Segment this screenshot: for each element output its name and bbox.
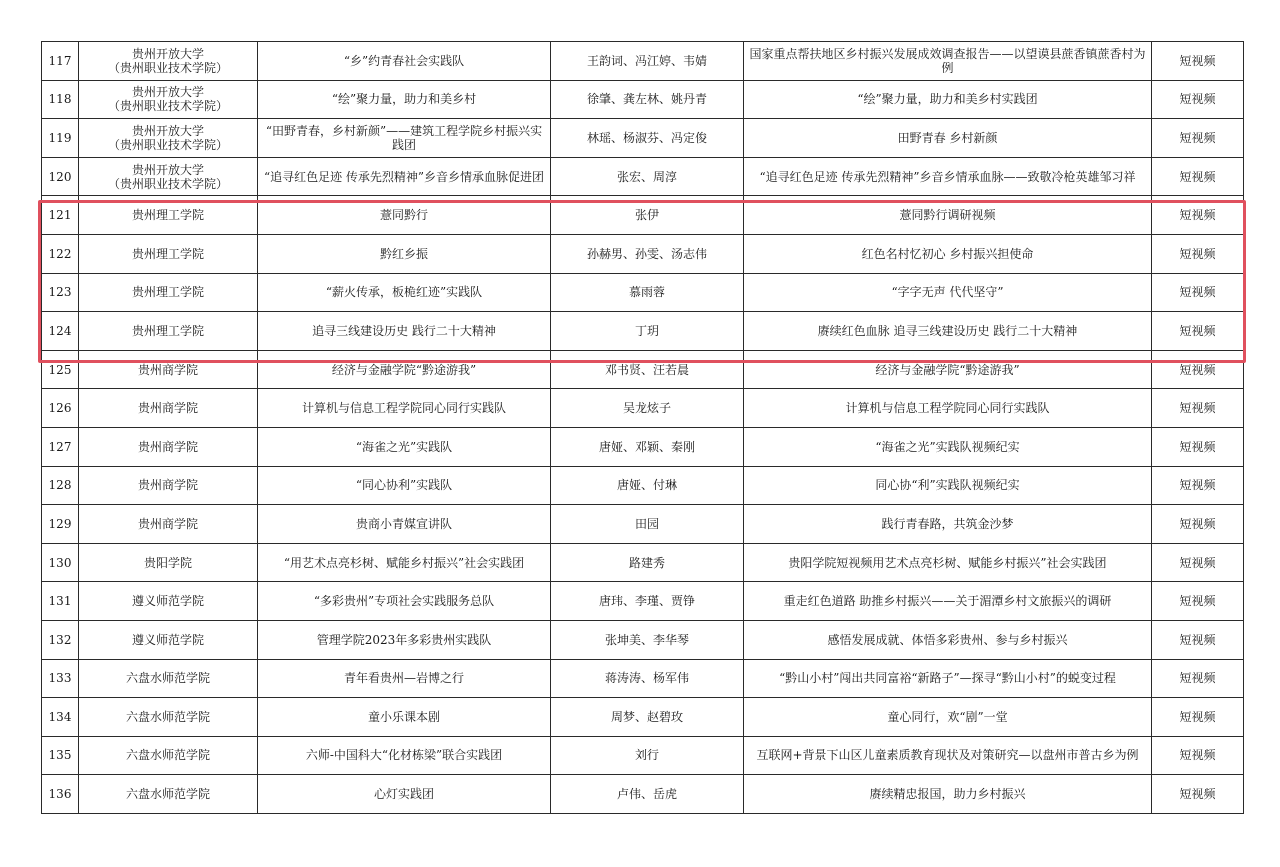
team-cell: 六师-中国科大“化材栋梁”联合实践团 (258, 736, 551, 775)
members-cell: 吴龙炫子 (551, 389, 744, 428)
members-cell: 田园 (551, 505, 744, 544)
table-row (42, 80, 1244, 119)
school-cell: 贵州开放大学 （贵州职业技术学院） (79, 80, 258, 119)
members-cell: 邓书贤、汪若晨 (551, 350, 744, 389)
table-row (42, 582, 1244, 621)
work-title-cell: 田野青春 乡村新颜 (744, 119, 1152, 158)
table-row (42, 234, 1244, 273)
school-cell: 贵州商学院 (79, 427, 258, 466)
type-cell: 短视频 (1152, 157, 1244, 196)
work-title-cell: 童心同行，欢“剧”一堂 (744, 698, 1152, 737)
team-cell: “用艺术点亮杉树、赋能乡村振兴”社会实践团 (258, 543, 551, 582)
type-cell: 短视频 (1152, 234, 1244, 273)
team-cell: 管理学院2023年多彩贵州实践队 (258, 620, 551, 659)
school-cell: 六盘水师范学院 (79, 775, 258, 814)
work-title-cell: 经济与金融学院“黔途游我” (744, 350, 1152, 389)
school-cell: 贵州商学院 (79, 505, 258, 544)
work-title-cell: 践行青春路，共筑金沙梦 (744, 505, 1152, 544)
work-title-cell: 贵阳学院短视频用艺术点亮杉树、赋能乡村振兴”社会实践团 (744, 543, 1152, 582)
table-row (42, 736, 1244, 775)
work-title-cell: “黔山小村”闯出共同富裕“新路子”—探寻“黔山小村”的蜕变过程 (744, 659, 1152, 698)
team-cell: 计算机与信息工程学院同心同行实践队 (258, 389, 551, 428)
school-cell: 贵州理工学院 (79, 196, 258, 235)
team-cell: 心灯实践团 (258, 775, 551, 814)
type-cell: 短视频 (1152, 543, 1244, 582)
team-cell: 追寻三线建设历史 践行二十大精神 (258, 312, 551, 351)
row-number: 121 (42, 196, 79, 235)
members-cell: 张坤美、李华琴 (551, 620, 744, 659)
team-cell: 青年看贵州—岩博之行 (258, 659, 551, 698)
row-number: 131 (42, 582, 79, 621)
school-cell: 贵州商学院 (79, 466, 258, 505)
table-row (42, 466, 1244, 505)
table-row (42, 543, 1244, 582)
work-title-cell: 薏同黔行调研视频 (744, 196, 1152, 235)
team-cell: 经济与金融学院“黔途游我” (258, 350, 551, 389)
members-cell: 张伊 (551, 196, 744, 235)
type-cell: 短视频 (1152, 736, 1244, 775)
type-cell: 短视频 (1152, 389, 1244, 428)
team-cell: 黔红乡振 (258, 234, 551, 273)
school-cell: 贵州理工学院 (79, 234, 258, 273)
table-row (42, 157, 1244, 196)
team-cell: “海雀之光”实践队 (258, 427, 551, 466)
row-number: 128 (42, 466, 79, 505)
work-title-cell: 互联网+背景下山区儿童素质教育现状及对策研究—以盘州市普古乡为例 (744, 736, 1152, 775)
school-cell: 贵州开放大学 （贵州职业技术学院） (79, 42, 258, 81)
school-cell: 贵阳学院 (79, 543, 258, 582)
row-number: 122 (42, 234, 79, 273)
row-number: 129 (42, 505, 79, 544)
row-number: 120 (42, 157, 79, 196)
type-cell: 短视频 (1152, 427, 1244, 466)
members-cell: 唐娅、邓颖、秦刚 (551, 427, 744, 466)
school-cell: 贵州理工学院 (79, 312, 258, 351)
members-cell: 卢伟、岳虎 (551, 775, 744, 814)
table-body (42, 42, 1244, 814)
members-cell: 徐肇、龚左林、姚丹青 (551, 80, 744, 119)
row-number: 123 (42, 273, 79, 312)
row-number: 119 (42, 119, 79, 158)
type-cell: 短视频 (1152, 582, 1244, 621)
members-cell: 林瑶、杨淑芬、冯定俊 (551, 119, 744, 158)
work-title-cell: “字字无声 代代坚守” (744, 273, 1152, 312)
row-number: 124 (42, 312, 79, 351)
type-cell: 短视频 (1152, 505, 1244, 544)
table-row (42, 196, 1244, 235)
team-cell: 薏同黔行 (258, 196, 551, 235)
team-cell: 童小乐课本剧 (258, 698, 551, 737)
table-row (42, 389, 1244, 428)
type-cell: 短视频 (1152, 273, 1244, 312)
school-cell: 贵州开放大学 （贵州职业技术学院） (79, 157, 258, 196)
members-cell: 路建秀 (551, 543, 744, 582)
table-row (42, 698, 1244, 737)
members-cell: 唐娅、付琳 (551, 466, 744, 505)
work-title-cell: 国家重点帮扶地区乡村振兴发展成效调查报告——以望谟县蔗香镇蔗香村为例 (744, 42, 1152, 81)
members-cell: 蒋涛涛、杨军伟 (551, 659, 744, 698)
table-row (42, 620, 1244, 659)
row-number: 135 (42, 736, 79, 775)
table-row (42, 427, 1244, 466)
school-cell: 贵州商学院 (79, 389, 258, 428)
members-cell: 周梦、赵碧玫 (551, 698, 744, 737)
team-cell: “多彩贵州”专项社会实践服务总队 (258, 582, 551, 621)
school-cell: 六盘水师范学院 (79, 698, 258, 737)
row-number: 132 (42, 620, 79, 659)
members-cell: 丁玥 (551, 312, 744, 351)
type-cell: 短视频 (1152, 775, 1244, 814)
work-title-cell: 感悟发展成就、体悟多彩贵州、参与乡村振兴 (744, 620, 1152, 659)
type-cell: 短视频 (1152, 350, 1244, 389)
type-cell: 短视频 (1152, 620, 1244, 659)
type-cell: 短视频 (1152, 698, 1244, 737)
type-cell: 短视频 (1152, 466, 1244, 505)
row-number: 126 (42, 389, 79, 428)
row-number: 130 (42, 543, 79, 582)
table-row (42, 659, 1244, 698)
members-cell: 张宏、周淳 (551, 157, 744, 196)
school-cell: 贵州开放大学 （贵州职业技术学院） (79, 119, 258, 158)
team-cell: “薪火传承，板桅红迹”实践队 (258, 273, 551, 312)
row-number: 118 (42, 80, 79, 119)
table-row (42, 273, 1244, 312)
team-cell: 贵商小青媒宣讲队 (258, 505, 551, 544)
table-row (42, 42, 1244, 81)
type-cell: 短视频 (1152, 659, 1244, 698)
members-cell: 刘行 (551, 736, 744, 775)
row-number: 136 (42, 775, 79, 814)
school-cell: 六盘水师范学院 (79, 659, 258, 698)
work-title-cell: 同心协“利”实践队视频纪实 (744, 466, 1152, 505)
school-cell: 贵州理工学院 (79, 273, 258, 312)
type-cell: 短视频 (1152, 312, 1244, 351)
members-cell: 孙赫男、孙雯、汤志伟 (551, 234, 744, 273)
type-cell: 短视频 (1152, 196, 1244, 235)
table-row (42, 505, 1244, 544)
team-cell: “田野青春，乡村新颜”——建筑工程学院乡村振兴实践团 (258, 119, 551, 158)
school-cell: 六盘水师范学院 (79, 736, 258, 775)
table-row (42, 775, 1244, 814)
type-cell: 短视频 (1152, 80, 1244, 119)
row-number: 134 (42, 698, 79, 737)
school-cell: 遵义师范学院 (79, 620, 258, 659)
work-title-cell: “绘”聚力量，助力和美乡村实践团 (744, 80, 1152, 119)
work-title-cell: 红色名村忆初心 乡村振兴担使命 (744, 234, 1152, 273)
table-row (42, 350, 1244, 389)
work-title-cell: “追寻红色足迹 传承先烈精神”乡音乡情承血脉——致敬冷枪英雄邹习祥 (744, 157, 1152, 196)
row-number: 127 (42, 427, 79, 466)
work-title-cell: 赓续精忠报国，助力乡村振兴 (744, 775, 1152, 814)
row-number: 125 (42, 350, 79, 389)
award-table (41, 41, 1244, 814)
team-cell: “乡”约青春社会实践队 (258, 42, 551, 81)
table-row (42, 312, 1244, 351)
members-cell: 慕雨蓉 (551, 273, 744, 312)
work-title-cell: 重走红色道路 助推乡村振兴——关于湄潭乡村文旅振兴的调研 (744, 582, 1152, 621)
school-cell: 遵义师范学院 (79, 582, 258, 621)
team-cell: “绘”聚力量，助力和美乡村 (258, 80, 551, 119)
type-cell: 短视频 (1152, 42, 1244, 81)
row-number: 117 (42, 42, 79, 81)
work-title-cell: “海雀之光”实践队视频纪实 (744, 427, 1152, 466)
team-cell: “同心协利”实践队 (258, 466, 551, 505)
type-cell: 短视频 (1152, 119, 1244, 158)
members-cell: 唐玮、李瑾、贾铮 (551, 582, 744, 621)
row-number: 133 (42, 659, 79, 698)
school-cell: 贵州商学院 (79, 350, 258, 389)
work-title-cell: 计算机与信息工程学院同心同行实践队 (744, 389, 1152, 428)
table-row (42, 119, 1244, 158)
team-cell: “追寻红色足迹 传承先烈精神”乡音乡情承血脉促进团 (258, 157, 551, 196)
members-cell: 王韵词、冯江婷、韦婧 (551, 42, 744, 81)
work-title-cell: 赓续红色血脉 追寻三线建设历史 践行二十大精神 (744, 312, 1152, 351)
